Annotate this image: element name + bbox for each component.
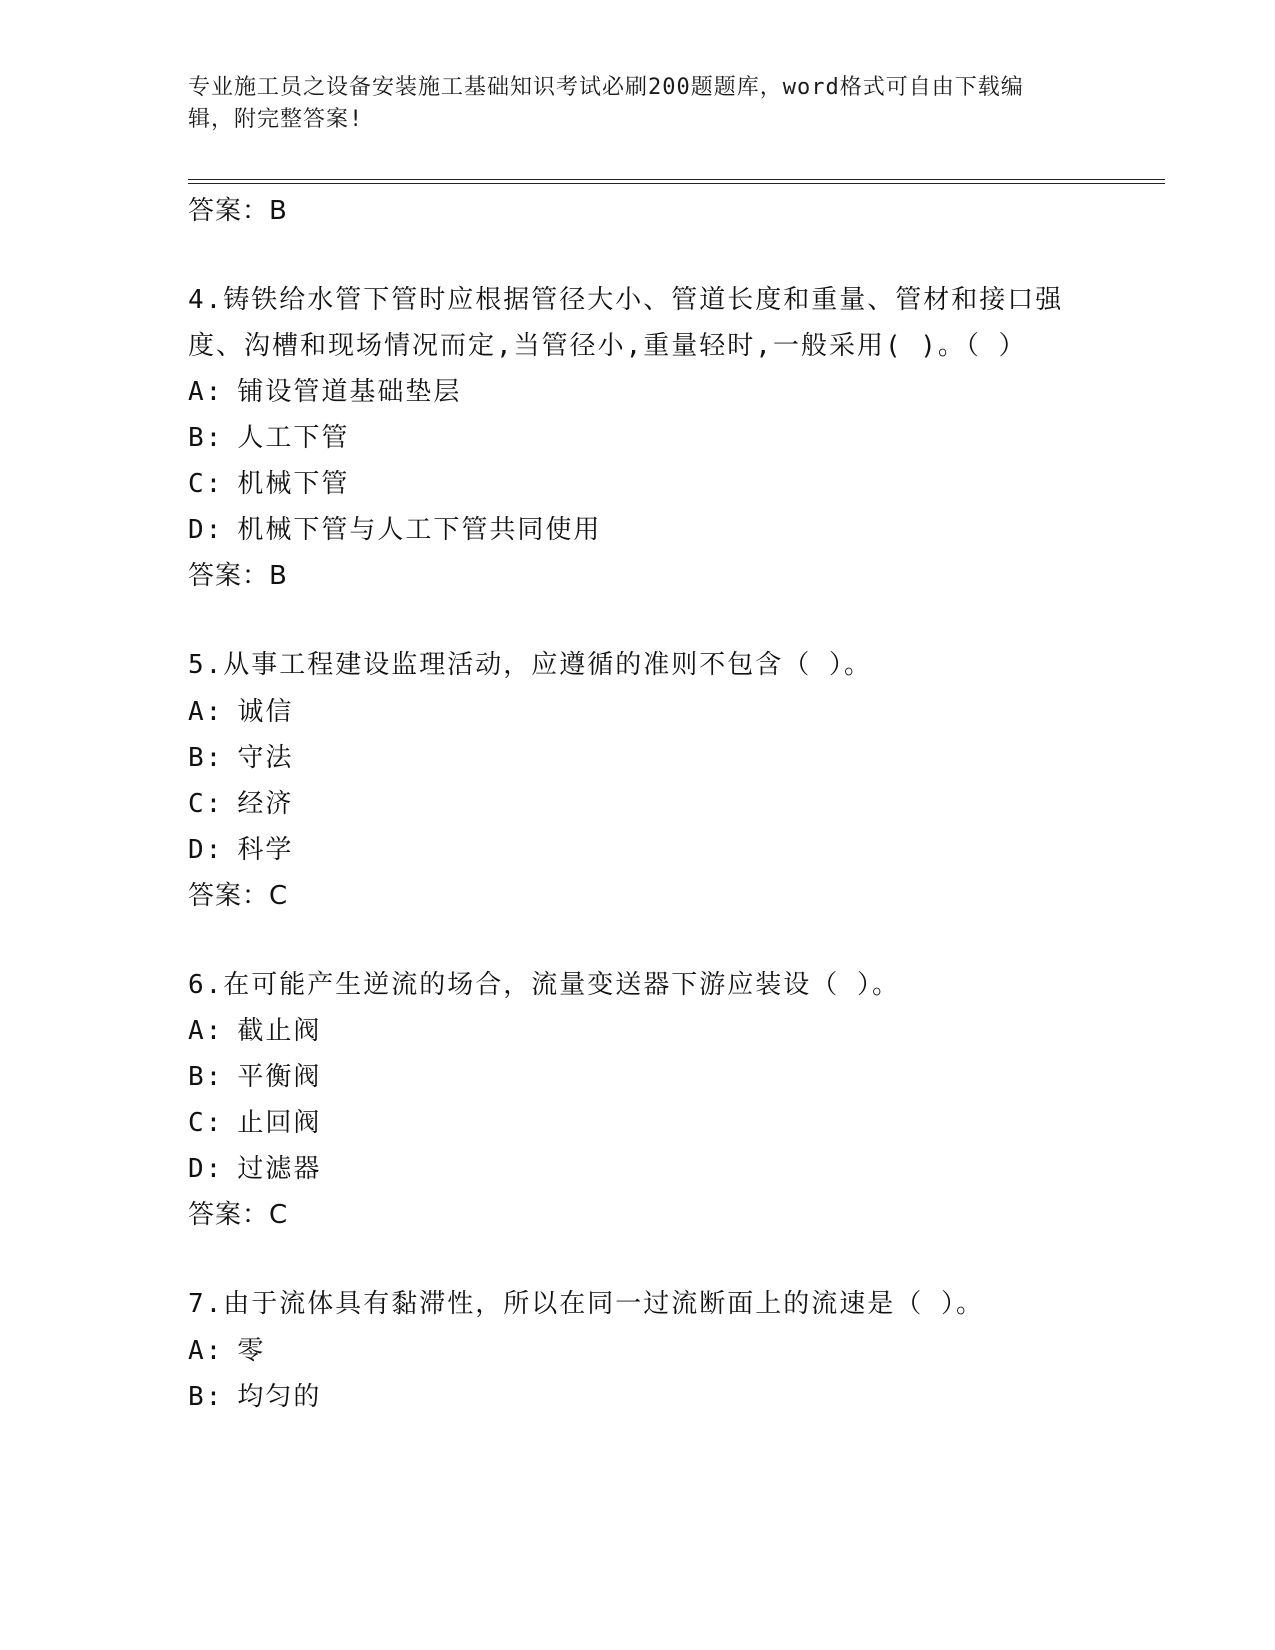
option-d xyxy=(188,1146,1078,1192)
option-a xyxy=(188,1008,1078,1054)
option-c xyxy=(188,781,1078,827)
option-key: C: xyxy=(188,469,224,499)
question-gap xyxy=(188,234,1078,278)
option-d xyxy=(188,827,1078,873)
option-text: 过滤器 xyxy=(237,1154,322,1184)
option-c xyxy=(188,461,1078,507)
option-text: 机械下管与人工下管共同使用 xyxy=(237,515,602,545)
option-key: A: xyxy=(188,696,224,727)
question-stem: 6.在可能产生逆流的场合，流量变送器下游应装设（ ）。 xyxy=(188,969,900,1000)
option-text: 经济 xyxy=(237,788,294,819)
answer-line: 答案：B xyxy=(188,561,288,591)
option-text: 截止阀 xyxy=(237,1016,322,1046)
option-b xyxy=(188,1374,1078,1420)
option-key: B: xyxy=(188,423,224,453)
document-header: 专业施工员之设备安装施工基础知识考试必刷200题题库，word格式可自由下载编辑，附完整答案! xyxy=(188,75,1024,132)
option-text: 守法 xyxy=(237,742,294,773)
answer-line: 答案：C xyxy=(188,1200,289,1230)
option-key: A: xyxy=(188,1335,224,1366)
option-key: A: xyxy=(188,377,224,407)
option-d xyxy=(188,507,1078,553)
option-key: B: xyxy=(188,1381,224,1412)
option-text: 诚信 xyxy=(237,696,294,727)
header-divider-bottom xyxy=(188,183,1165,184)
option-text: 平衡阀 xyxy=(237,1062,322,1092)
option-text: 零 xyxy=(237,1335,266,1366)
question-stem: 7.由于流体具有黏滞性，所以在同一过流断面上的流速是（ ）。 xyxy=(188,1289,984,1319)
question-stem: 5.从事工程建设监理活动，应遵循的准则不包含（ ）。 xyxy=(188,650,872,680)
option-c xyxy=(188,1100,1078,1146)
option-key: A: xyxy=(188,1016,224,1046)
option-key: C: xyxy=(188,788,224,819)
question-stem: 4.铸铁给水管下管时应根据管径大小、管道长度和重量、管材和接口强度、沟槽和现场情况而定,当管径小,重量轻时,一般采用( )。（ ） xyxy=(188,285,1064,361)
option-b xyxy=(188,735,1078,781)
option-key: B: xyxy=(188,742,224,773)
option-b xyxy=(188,1054,1078,1100)
option-key: B: xyxy=(188,1062,224,1092)
option-text: 铺设管道基础垫层 xyxy=(237,377,462,407)
option-text: 机械下管 xyxy=(237,469,350,499)
option-a xyxy=(188,369,1078,415)
option-key: D: xyxy=(188,1154,224,1184)
option-text: 人工下管 xyxy=(237,423,350,453)
option-a xyxy=(188,1328,1078,1374)
option-key: C: xyxy=(188,1108,224,1138)
answer-line: 答案：C xyxy=(188,880,289,911)
question-gap xyxy=(188,919,1078,963)
option-a xyxy=(188,689,1078,735)
option-b xyxy=(188,415,1078,461)
option-text: 止回阀 xyxy=(237,1108,322,1138)
option-key: D: xyxy=(188,515,224,545)
option-key: D: xyxy=(188,834,224,865)
answer-line: 答案：B xyxy=(188,196,288,226)
option-text: 科学 xyxy=(237,834,294,865)
header-divider-top xyxy=(188,179,1165,180)
question-gap xyxy=(188,599,1078,643)
question-gap xyxy=(188,1238,1078,1282)
option-text: 均匀的 xyxy=(237,1381,322,1412)
question-list xyxy=(188,188,1078,1420)
